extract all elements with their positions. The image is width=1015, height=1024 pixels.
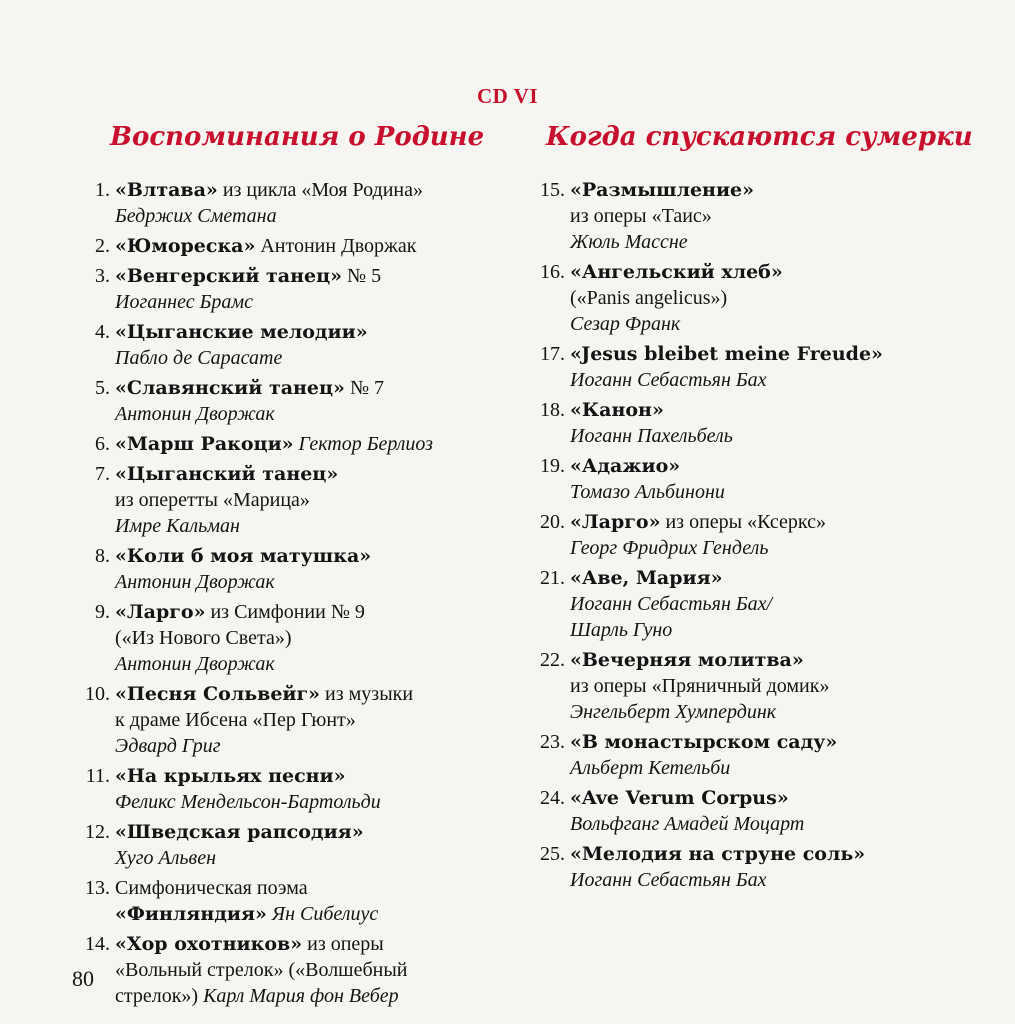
track-item bbox=[533, 341, 993, 393]
track-number: 24. bbox=[540, 787, 565, 809]
composer-name: Пабло де Сарасате bbox=[115, 347, 283, 369]
track-title: «Ларго» bbox=[115, 601, 206, 623]
track-note: из оперы «Таис» bbox=[570, 205, 712, 227]
track-line bbox=[115, 931, 502, 957]
track-line bbox=[570, 565, 993, 591]
track-line bbox=[115, 707, 502, 733]
track-note: («Panis angelicus») bbox=[570, 287, 728, 309]
track-line bbox=[570, 509, 993, 535]
track-line bbox=[570, 867, 993, 893]
track-number: 19. bbox=[540, 455, 565, 477]
composer-name: Гектор Берлиоз bbox=[293, 433, 433, 455]
track-item bbox=[533, 565, 993, 643]
track-line bbox=[115, 901, 502, 927]
track-line bbox=[570, 341, 993, 367]
track-note: к драме Ибсена «Пер Гюнт» bbox=[115, 709, 356, 731]
track-title: «Славянский танец» bbox=[115, 377, 345, 399]
track-line bbox=[115, 763, 502, 789]
track-item bbox=[78, 319, 502, 371]
track-item bbox=[78, 263, 502, 315]
track-note: № 7 bbox=[344, 377, 385, 399]
composer-name: Сезар Франк bbox=[570, 313, 681, 335]
track-line bbox=[115, 375, 502, 401]
composer-name: Иоганн Себастьян Бах bbox=[570, 869, 767, 891]
track-number: 11. bbox=[85, 765, 110, 787]
track-line bbox=[570, 311, 993, 337]
track-title: «Хор охотников» bbox=[115, 933, 303, 955]
composer-name: Иоганн Себастьян Бах/ bbox=[570, 593, 773, 615]
track-item bbox=[78, 461, 502, 539]
composer-name: Карл Мария фон Вебер bbox=[198, 985, 399, 1007]
track-line bbox=[570, 229, 993, 255]
track-item bbox=[533, 647, 993, 725]
track-line bbox=[115, 819, 502, 845]
track-line bbox=[570, 259, 993, 285]
track-line bbox=[115, 543, 502, 569]
track-title: «Финляндия» bbox=[115, 903, 267, 925]
track-item bbox=[78, 875, 502, 927]
track-title: «В монастырском саду» bbox=[570, 731, 838, 753]
track-number: 23. bbox=[540, 731, 565, 753]
track-line bbox=[115, 569, 502, 595]
composer-name: Альберт Кетельби bbox=[570, 757, 731, 779]
track-title: «Коли б моя матушка» bbox=[115, 545, 372, 567]
track-number: 9. bbox=[95, 601, 110, 623]
track-line bbox=[570, 755, 993, 781]
track-item bbox=[533, 729, 993, 781]
track-title: «Адажио» bbox=[570, 455, 681, 477]
track-note: № 5 bbox=[342, 265, 382, 287]
track-note: из музыки bbox=[320, 683, 414, 705]
track-number: 3. bbox=[95, 265, 110, 287]
track-title: «Jesus bleibet meine Freude» bbox=[570, 343, 883, 365]
track-line bbox=[115, 319, 502, 345]
track-line bbox=[115, 233, 502, 259]
track-item bbox=[533, 259, 993, 337]
track-item bbox=[78, 763, 502, 815]
track-line bbox=[115, 957, 502, 983]
composer-name: Георг Фридрих Гендель bbox=[570, 537, 769, 559]
composer-name: Иоганн Пахельбель bbox=[570, 425, 733, 447]
track-number: 15. bbox=[540, 179, 565, 201]
track-title: «Вечерняя молитва» bbox=[570, 649, 804, 671]
track-number: 5. bbox=[95, 377, 110, 399]
track-title: «Ларго» bbox=[570, 511, 661, 533]
track-line bbox=[570, 397, 993, 423]
track-title: «Влтава» bbox=[115, 179, 218, 201]
track-title: «Ave Verum Corpus» bbox=[570, 787, 789, 809]
track-item bbox=[533, 785, 993, 837]
track-line bbox=[570, 729, 993, 755]
composer-name: Иоганнес Брамс bbox=[115, 291, 254, 313]
track-note: из Симфонии № 9 bbox=[205, 601, 365, 623]
track-line bbox=[115, 733, 502, 759]
track-number: 8. bbox=[95, 545, 110, 567]
track-title: «Размышление» bbox=[570, 179, 755, 201]
track-item bbox=[533, 841, 993, 893]
track-line bbox=[115, 263, 502, 289]
track-line bbox=[115, 681, 502, 707]
track-line bbox=[115, 177, 502, 203]
composer-name: Эдвард Григ bbox=[115, 735, 221, 757]
track-line bbox=[570, 285, 993, 311]
track-title: «Цыганские мелодии» bbox=[115, 321, 368, 343]
right-section-heading: Когда спускаются сумерки bbox=[546, 122, 973, 152]
track-line bbox=[115, 203, 502, 229]
track-number: 18. bbox=[540, 399, 565, 421]
track-line bbox=[115, 983, 502, 1009]
track-line bbox=[115, 345, 502, 371]
track-title: «Венгерский танец» bbox=[115, 265, 343, 287]
composer-name: Вольфганг Амадей Моцарт bbox=[570, 813, 805, 835]
composer-name: Шарль Гуно bbox=[570, 619, 673, 641]
track-number: 2. bbox=[95, 235, 110, 257]
track-item bbox=[533, 177, 993, 255]
track-title: «Мелодия на струне соль» bbox=[570, 843, 866, 865]
track-number: 16. bbox=[540, 261, 565, 283]
track-line bbox=[115, 513, 502, 539]
right-track-list bbox=[533, 177, 993, 897]
track-line bbox=[115, 461, 502, 487]
track-item bbox=[78, 543, 502, 595]
track-title: «Песня Сольвейг» bbox=[115, 683, 321, 705]
composer-name: Антонин Дворжак bbox=[115, 403, 275, 425]
track-line bbox=[570, 647, 993, 673]
track-item bbox=[78, 233, 502, 259]
track-item bbox=[78, 375, 502, 427]
track-number: 6. bbox=[95, 433, 110, 455]
composer-name: Феликс Мендельсон-Бартольди bbox=[115, 791, 381, 813]
track-line bbox=[570, 785, 993, 811]
composer-name: Иоганн Себастьян Бах bbox=[570, 369, 767, 391]
left-section-heading: Воспоминания о Родине bbox=[110, 122, 485, 152]
composer-name: Бедржих Сметана bbox=[115, 205, 277, 227]
track-note: из оперы bbox=[302, 933, 384, 955]
track-note: из оперы «Ксеркс» bbox=[660, 511, 827, 533]
track-line bbox=[570, 453, 993, 479]
track-number: 1. bbox=[95, 179, 110, 201]
track-line bbox=[115, 875, 502, 901]
left-track-list bbox=[78, 177, 502, 1013]
composer-name: Антонин Дворжак bbox=[115, 571, 275, 593]
track-note: из оперетты «Марица» bbox=[115, 489, 310, 511]
track-note: («Из Нового Света») bbox=[115, 627, 292, 649]
track-title: «Шведская рапсодия» bbox=[115, 821, 364, 843]
track-number: 12. bbox=[85, 821, 110, 843]
track-item bbox=[78, 599, 502, 677]
track-title: «Аве, Мария» bbox=[570, 567, 723, 589]
track-note: Антонин Дворжак bbox=[255, 235, 417, 257]
track-number: 20. bbox=[540, 511, 565, 533]
track-title: «На крыльях песни» bbox=[115, 765, 346, 787]
track-item bbox=[533, 453, 993, 505]
composer-name: Энгельберт Хумпердинк bbox=[570, 701, 777, 723]
composer-name: Ян Сибелиус bbox=[266, 903, 379, 925]
track-line bbox=[570, 699, 993, 725]
track-number: 4. bbox=[95, 321, 110, 343]
track-line bbox=[115, 401, 502, 427]
track-line bbox=[570, 203, 993, 229]
track-line bbox=[115, 431, 502, 457]
track-line bbox=[115, 487, 502, 513]
track-line bbox=[570, 479, 993, 505]
track-line bbox=[115, 599, 502, 625]
cd-label: CD VI bbox=[476, 84, 539, 108]
track-item bbox=[78, 819, 502, 871]
track-item bbox=[78, 931, 502, 1009]
track-note: из цикла «Моя Родина» bbox=[217, 179, 424, 201]
track-note: Симфоническая поэма bbox=[115, 877, 308, 899]
track-title: «Цыганский танец» bbox=[115, 463, 339, 485]
track-item bbox=[78, 431, 502, 457]
track-line bbox=[570, 367, 993, 393]
track-number: 21. bbox=[540, 567, 565, 589]
track-line bbox=[570, 811, 993, 837]
track-title: «Марш Ракоци» bbox=[115, 433, 294, 455]
composer-name: Хуго Альвен bbox=[115, 847, 217, 869]
track-number: 22. bbox=[540, 649, 565, 671]
track-number: 17. bbox=[540, 343, 565, 365]
composer-name: Антонин Дворжак bbox=[115, 653, 275, 675]
track-number: 14. bbox=[85, 933, 110, 955]
track-line bbox=[570, 423, 993, 449]
track-number: 25. bbox=[540, 843, 565, 865]
track-title: «Ангельский хлеб» bbox=[570, 261, 783, 283]
track-title: «Канон» bbox=[570, 399, 664, 421]
track-line bbox=[115, 845, 502, 871]
track-line bbox=[115, 789, 502, 815]
track-line bbox=[570, 841, 993, 867]
track-item bbox=[533, 397, 993, 449]
page-number: 80 bbox=[72, 966, 94, 991]
track-number: 10. bbox=[85, 683, 110, 705]
composer-name: Жюль Массне bbox=[570, 231, 688, 253]
track-note: «Вольный стрелок» («Волшебный bbox=[115, 959, 408, 981]
composer-name: Томазо Альбинони bbox=[570, 481, 725, 503]
track-line bbox=[115, 625, 502, 651]
track-item bbox=[78, 681, 502, 759]
track-note: стрелок») bbox=[115, 985, 199, 1007]
track-line bbox=[115, 289, 502, 315]
track-line bbox=[570, 673, 993, 699]
composer-name: Имре Кальман bbox=[115, 515, 240, 537]
track-line bbox=[570, 177, 993, 203]
track-line bbox=[570, 617, 993, 643]
track-number: 7. bbox=[95, 463, 110, 485]
track-line bbox=[570, 591, 993, 617]
track-line bbox=[115, 651, 502, 677]
track-item bbox=[78, 177, 502, 229]
track-line bbox=[570, 535, 993, 561]
track-number: 13. bbox=[85, 877, 110, 899]
track-title: «Юмореска» bbox=[115, 235, 256, 257]
track-item bbox=[533, 509, 993, 561]
track-note: из оперы «Пряничный домик» bbox=[570, 675, 830, 697]
